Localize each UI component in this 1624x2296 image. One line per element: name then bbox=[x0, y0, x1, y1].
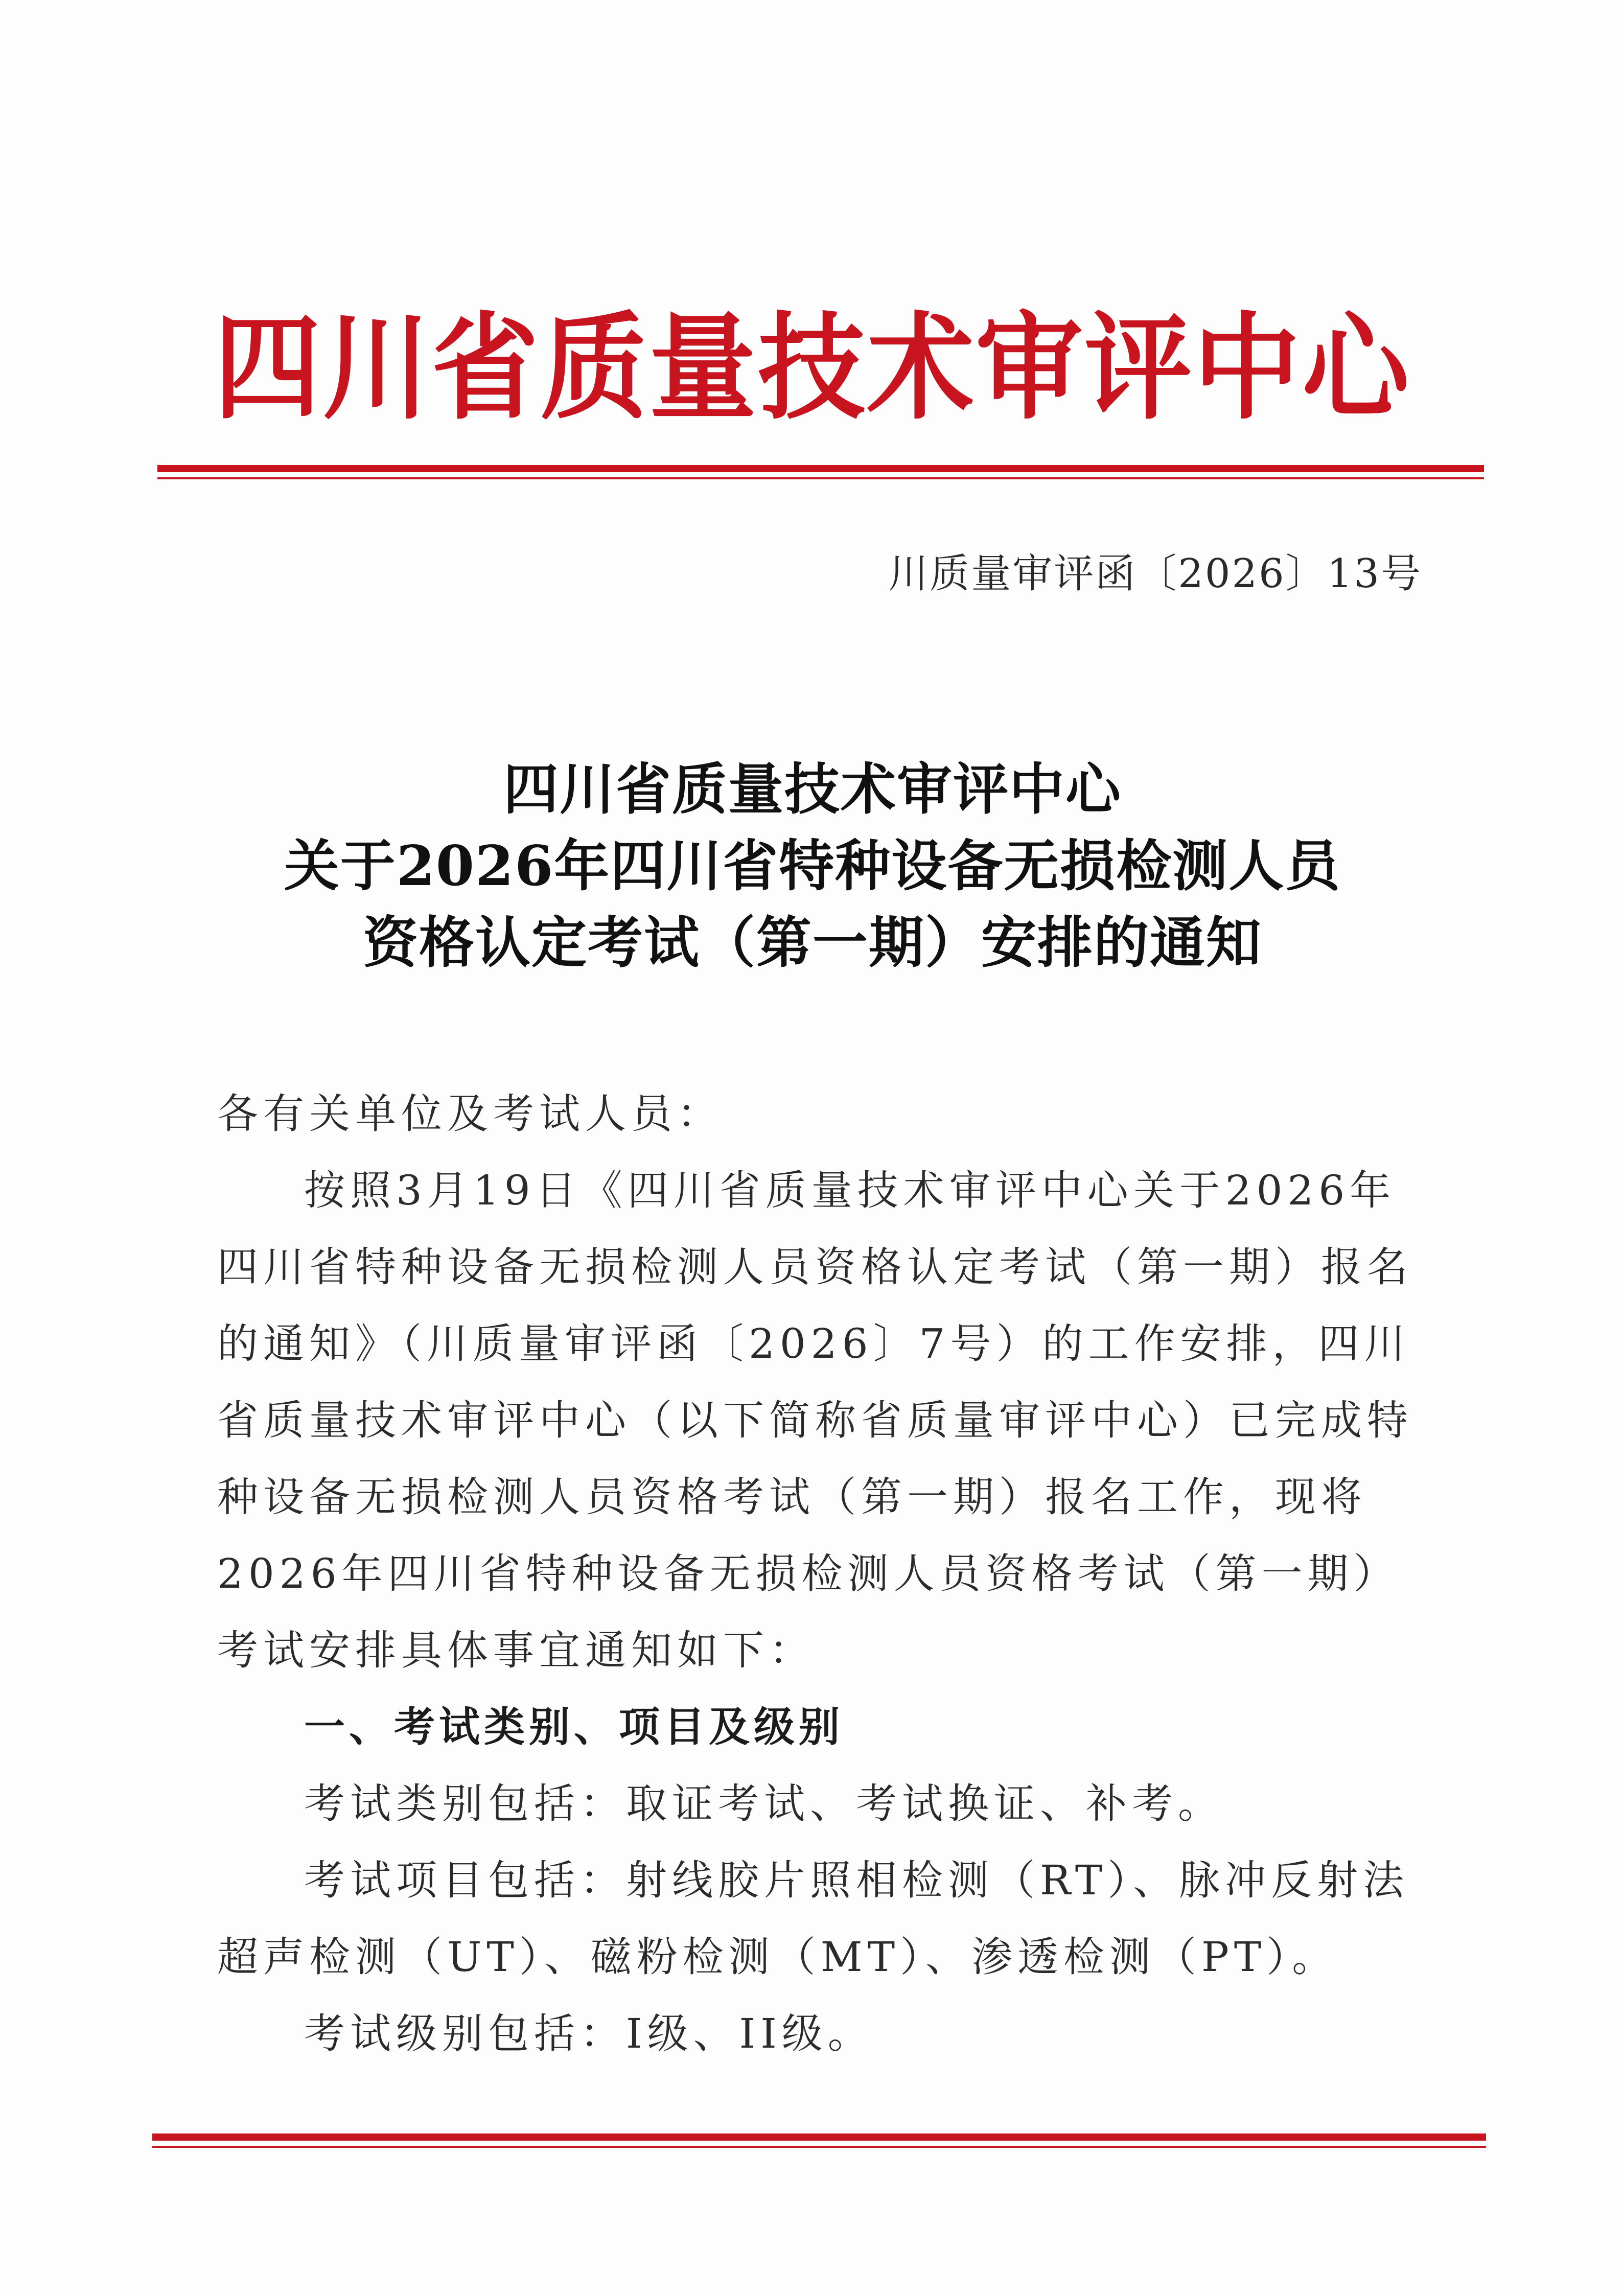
document-body bbox=[217, 1076, 1418, 2072]
masthead-divider-thin bbox=[157, 477, 1484, 479]
document-title bbox=[153, 751, 1472, 981]
salutation: 各有关单位及考试人员： bbox=[217, 1090, 723, 1138]
title-line-1: 四川省质量技术审评中心 bbox=[503, 757, 1122, 822]
masthead-divider-thick bbox=[157, 465, 1484, 472]
footer-divider-thin bbox=[152, 2146, 1486, 2148]
section-1-heading: 一、考试类别、项目及级别 bbox=[304, 1703, 844, 1751]
exam-items-paragraph: 考试项目包括：射线胶片照相检测（RT）、脉冲反射法超声检测（UT）、磁粉检测（MT）、渗透检测（PT）。 bbox=[217, 1857, 1409, 1981]
title-line-2: 关于2026年四川省特种设备无损检测人员 bbox=[284, 834, 1341, 898]
document-number: 川质量审评函〔2026〕13号 bbox=[888, 551, 1422, 597]
intro-paragraph: 按照3月19日《四川省质量技术审评中心关于2026年四川省特种设备无损检测人员资格认定考试（第一期）报名的通知》（川质量审评函〔2026〕7号）的工作安排，四川省质量技术审评中心（以下简称省质量审评中心）已完成特种设备无损检测人员资格考试（第一期）报名工作，现将2026年四川省特种设备无损检测人员资格考试（第一期）考试安排具体事宜通知如下： bbox=[217, 1167, 1413, 1674]
title-line-3: 资格认定考试（第一期）安排的通知 bbox=[362, 911, 1262, 975]
exam-categories-paragraph: 考试类别包括：取证考试、考试换证、补考。 bbox=[304, 1780, 1224, 1827]
exam-levels-paragraph: 考试级别包括：I级、II级。 bbox=[304, 2010, 874, 2057]
masthead-org-name: 四川省质量技术审评中心 bbox=[214, 300, 1411, 435]
footer-divider-thick bbox=[152, 2133, 1486, 2141]
